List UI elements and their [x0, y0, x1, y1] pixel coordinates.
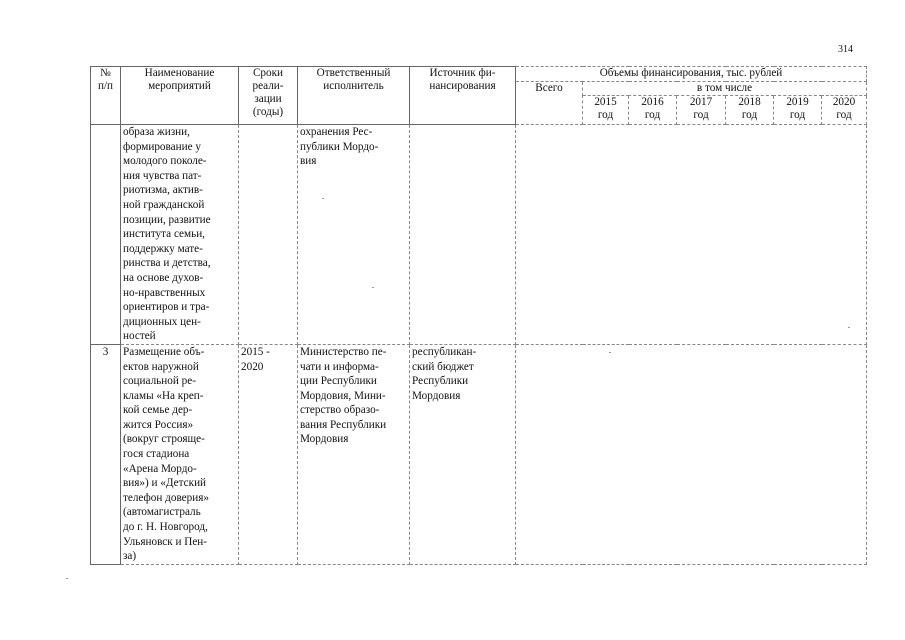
- header-num: № п/п: [91, 67, 121, 125]
- row-source: республикан- ский бюджет Республики Мордовия: [410, 344, 516, 564]
- table-row: [91, 125, 867, 345]
- header-year-2020: 2020 год: [822, 96, 867, 125]
- scan-speck: [322, 198, 324, 199]
- scan-speck: [609, 352, 611, 353]
- header-year-2018: 2018 год: [726, 96, 774, 125]
- row-responsible: охранения Рес- публики Мордо- вия: [298, 125, 410, 345]
- scan-speck: [66, 578, 68, 579]
- row-num: 3: [91, 344, 121, 564]
- header-year-2017: 2017 год: [677, 96, 726, 125]
- row-funding-empty: [516, 125, 867, 345]
- row-name: образа жизни, формирование у молодого поколе- ния чувства пат- риотизма, актив- ной гражданской позиции, развитие института семьи, поддержку мате- ринства и детства, на основе духов- но-нравственных ориентиров и тра- диционных цен- ностей: [121, 125, 239, 345]
- scan-speck: [372, 287, 374, 288]
- header-total: Всего: [516, 82, 583, 125]
- page-number: 314: [838, 44, 853, 55]
- table-row: [91, 344, 867, 564]
- header-terms: Сроки реали- зации (годы): [239, 67, 298, 125]
- row-terms: 2015 - 2020: [239, 344, 298, 564]
- row-name: Размещение объ- ектов наружной социальной ре- кламы «На креп- кой семье дер- жится Россия» (вокруг строяще- гося стадиона «Арена Мордо- вия») и «Детский телефон доверия» (автомагистраль до г. Н. Новгород, Ульяновск и Пен- за): [121, 344, 239, 564]
- row-responsible: Министерство пе- чати и информа- ции Республики Мордовия, Мини- стерство образо- вания Республики Мордовия: [298, 344, 410, 564]
- header-funding: Объемы финансирования, тыс. рублей: [516, 67, 867, 82]
- header-name: Наименование мероприятий: [121, 67, 239, 125]
- row-source: [410, 125, 516, 345]
- row-funding-empty: [516, 344, 867, 564]
- header-year-2015: 2015 год: [583, 96, 629, 125]
- header-source: Источник фи- нансирования: [410, 67, 516, 125]
- scan-speck: [848, 327, 850, 328]
- header-year-2019: 2019 год: [774, 96, 822, 125]
- header-including: в том числе: [583, 82, 867, 96]
- row-num: [91, 125, 121, 345]
- header-year-2016: 2016 год: [629, 96, 677, 125]
- header-responsible: Ответственный исполнитель: [298, 67, 410, 125]
- financing-table: [90, 66, 867, 565]
- row-terms: [239, 125, 298, 345]
